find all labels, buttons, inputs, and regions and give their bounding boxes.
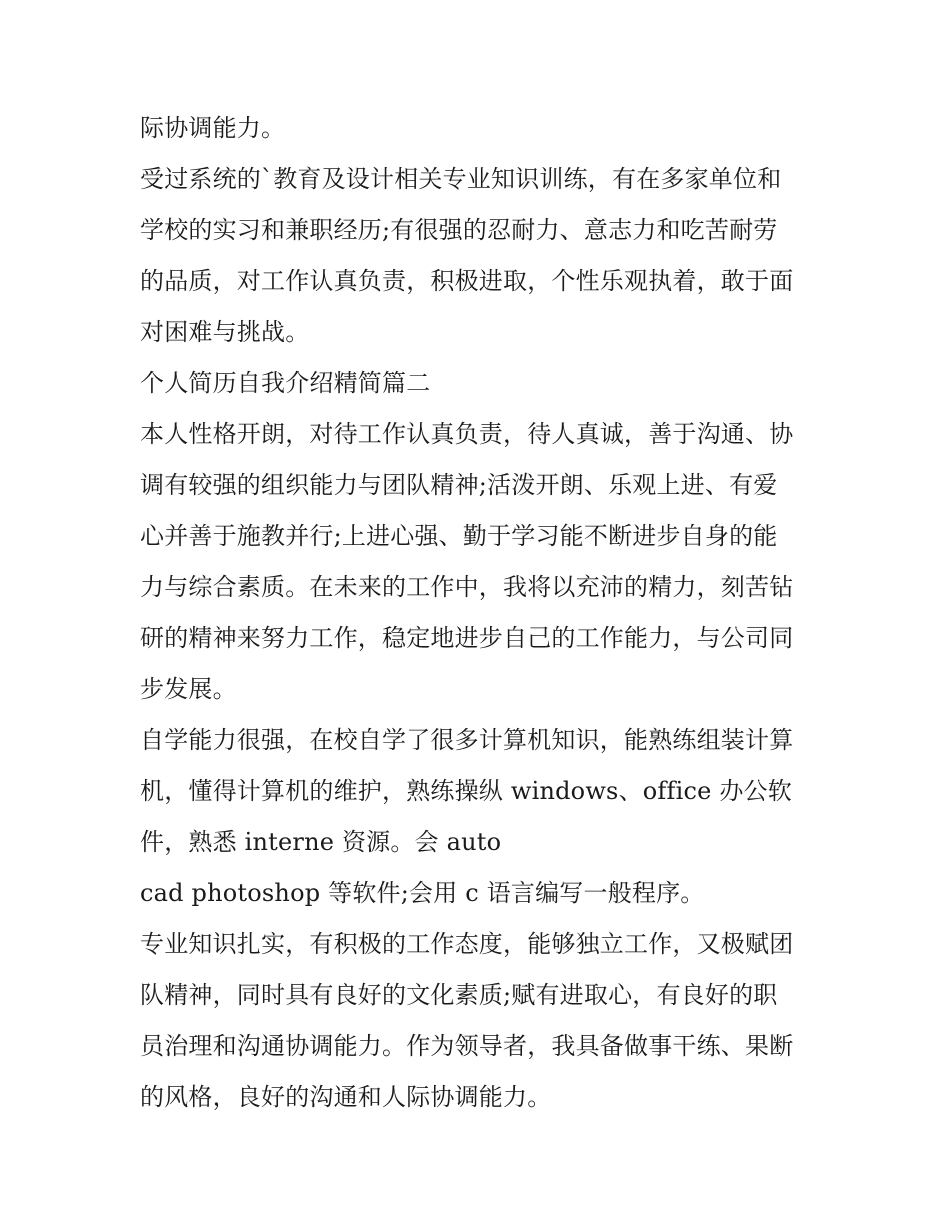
text-line: 对困难与挑战。 [140,318,310,346]
text-line: 机，懂得计算机的维护，熟练操纵 windows、office 办公软 [140,777,792,805]
text-line: cad photoshop 等软件;会用 c 语言编写一般程序。 [140,879,705,907]
text-line: 力与综合素质。在未来的工作中，我将以充沛的精力，刻苦钻 [140,573,794,601]
text-line: 学校的实习和兼职经历;有很强的忍耐力、意志力和吃苦耐劳 [140,216,778,244]
text-line: 调有较强的组织能力与团队精神;活泼开朗、乐观上进、有爱 [140,471,778,499]
document-body [140,103,830,1123]
text-line: 际协调能力。 [140,114,286,142]
text-line: 自学能力很强，在校自学了很多计算机知识，能熟练组装计算 [140,726,794,754]
text-line: 的风格，良好的沟通和人际协调能力。 [140,1083,552,1111]
text-line: 步发展。 [140,675,237,703]
text-line: 本人性格开朗，对待工作认真负责，待人真诚，善于沟通、协 [140,420,794,448]
text-line: 的品质，对工作认真负责，积极进取，个性乐观执着，敢于面 [140,267,794,295]
text-line: 研的精神来努力工作，稳定地进步自己的工作能力，与公司同 [140,624,794,652]
text-line: 心并善于施教并行;上进心强、勤于学习能不断进步自身的能 [140,522,778,550]
section-heading: 个人简历自我介绍精简篇二 [140,369,431,397]
text-line: 专业知识扎实，有积极的工作态度，能够独立工作，又极赋团 [140,930,794,958]
text-line: 员治理和沟通协调能力。作为领导者，我具备做事干练、果断 [140,1032,794,1060]
text-line: 队精神，同时具有良好的文化素质;赋有进取心，有良好的职 [140,981,778,1009]
text-line: 件，熟悉 interne 资源。会 auto [140,828,502,856]
text-line: 受过系统的`教育及设计相关专业知识训练，有在多家单位和 [140,165,782,193]
